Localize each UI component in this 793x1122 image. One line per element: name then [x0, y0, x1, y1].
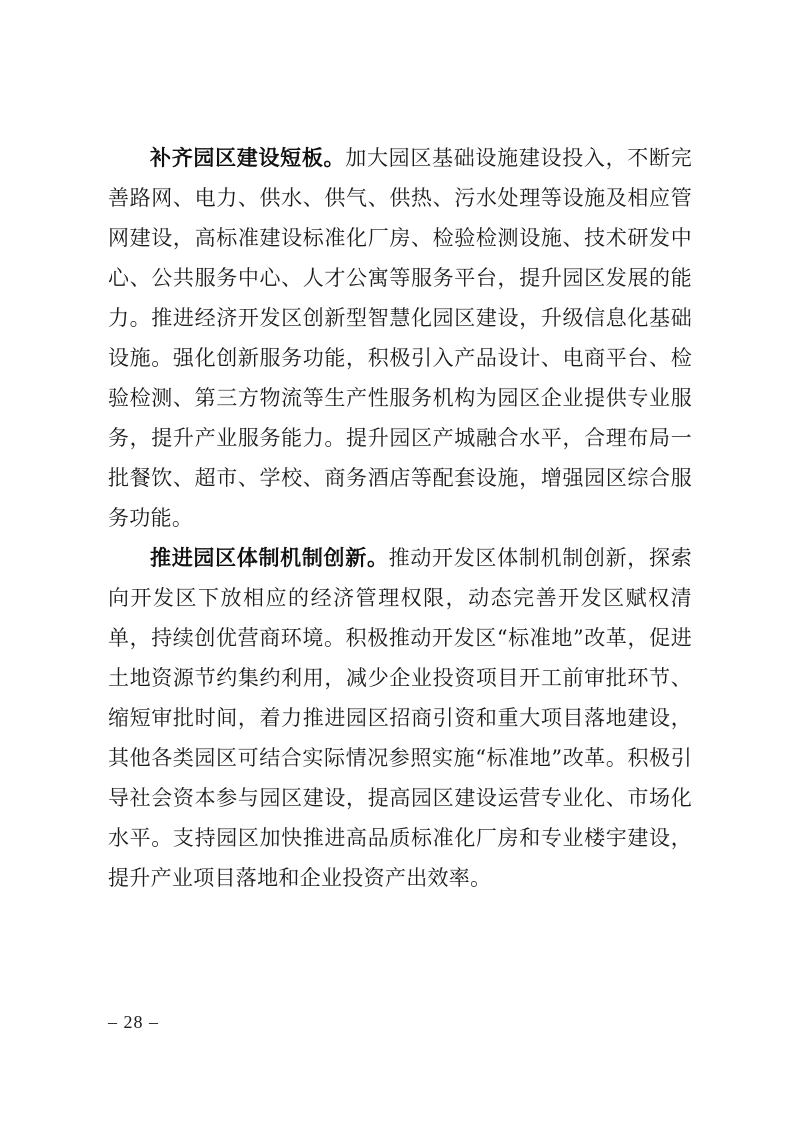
paragraph-heading: 推进园区体制机制创新。 [150, 545, 389, 570]
page-number: – 28 – [108, 1012, 159, 1032]
paragraph-body: 推动开发区体制机制创新，探索向开发区下放相应的经济管理权限，动态完善开发区赋权清单，持续创优营商环境。积极推动开发区“标准地”改革，促进土地资源节约集约利用，减少企业投资项目开工前审批环节、缩短审批时间，着力推进园区招商引资和重大项目落地建设，其他各类园区可结合实际情况参照实施“标准地”改革。积极引导社会资本参与园区建设，提高园区建设运营专业化、市场化水平。支持园区加快推进高品质标准化厂房和专业楼宇建设，提升产业项目落地和企业投资产出效率。 [108, 546, 692, 890]
body-text [108, 138, 692, 898]
paragraph-park-construction [108, 138, 692, 538]
paragraph-body: 加大园区基础设施建设投入，不断完善路网、电力、供水、供气、供热、污水处理等设施及相应管网建设，高标准建设标准化厂房、检验检测设施、技术研发中心、公共服务中心、人才公寓等服务平台，提升园区发展的能力。推进经济开发区创新型智慧化园区建设，升级信息化基础设施。强化创新服务功能，积极引入产品设计、电商平台、检验检测、第三方物流等生产性服务机构为园区企业提供专业服务，提升产业服务能力。提升园区产城融合水平，合理布局一批餐饮、超市、学校、商务酒店等配套设施，增强园区综合服务功能。 [108, 146, 692, 530]
paragraph-institutional-innovation [108, 538, 692, 898]
paragraph-heading: 补齐园区建设短板。 [150, 145, 346, 170]
